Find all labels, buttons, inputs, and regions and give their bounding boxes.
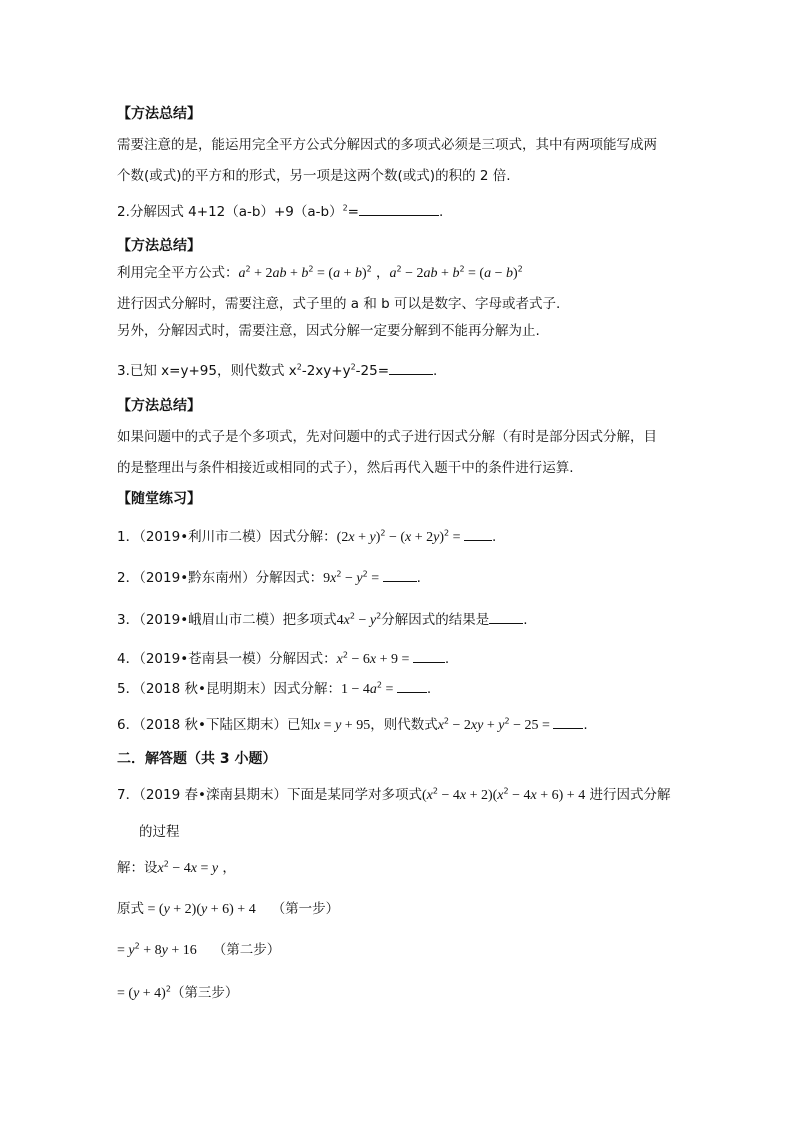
section-2-heading: 二．解答题（共 3 小题） xyxy=(117,751,277,767)
method-text-3-line2: 的是整理出与条件相接近或相同的式子），然后再代入题干中的条件进行运算. xyxy=(117,460,574,476)
method-heading-2: 【方法总结】 xyxy=(117,238,201,254)
question-2: 2.分解因式 $4+12(a-b)+9(a-b)^2=$ . xyxy=(117,201,443,222)
method-text-1-line1: 需要注意的是，能运用完全平方公式分解因式的多项式必须是三项式，其中有两项能写成两 xyxy=(117,137,657,153)
practice-heading: 【随堂练习】 xyxy=(117,491,201,507)
method-text-2-line1: 利用完全平方公式：$a^2 + 2ab + b^2 = (a + b)^2$ ，$a^2 - 2ab + b^2 = (a - b)^2$ xyxy=(117,264,523,281)
question-3: 3.已知 x=y+95，则代数式 $x^2-2xy+y^2-25=$ . xyxy=(117,360,437,381)
method-text-3-line1: 如果问题中的式子是个多项式，先对问题中的式子进行因式分解（有时是部分因式分解，目 xyxy=(117,429,657,445)
method-text-1-line2: 个数(或式)的平方和的形式，另一项是这两个数(或式)的积的 2 倍. xyxy=(117,168,511,184)
answer-blank[interactable] xyxy=(397,678,427,693)
practice-2: 2．（2019•黔东南州）分解因式：$9x^2 - y^2$ = . xyxy=(117,567,421,589)
solution-step-1: 原式 = (y + 2)(y + 6) + 4 （第一步） xyxy=(117,901,340,917)
practice-3: 3．（2019•峨眉山市二模）把多项式$4x^2 - y^2$分解因式的结果是 . xyxy=(117,609,528,631)
solution-lead: 解：设$x^2 - 4x = y$ ， xyxy=(117,859,236,876)
method-heading-1: 【方法总结】 xyxy=(117,106,201,122)
question-7: 7．（2019 春•滦南县期末）下面是某同学对多项式$(x^2 - 4x + 2)(x^2 - 4x + 6) + 4$ 进行因式分解 xyxy=(117,786,671,803)
solution-step-2: = $y^2 + 8y + 16$ （第二步） xyxy=(117,941,281,958)
answer-blank[interactable] xyxy=(383,567,417,582)
method-text-2-line2: 进行因式分解时，需要注意，式子里的 a 和 b 可以是数字、字母或者式子. xyxy=(117,296,561,312)
practice-6: 6．（2018 秋•下陆区期末）已知x = y + 95，则代数式$x^2 - 2xy + y^2 - 25$ = . xyxy=(117,714,588,736)
practice-5: 5．（2018 秋•昆明期末）因式分解：$1 - 4a^2$ = . xyxy=(117,678,431,700)
answer-blank[interactable] xyxy=(464,526,492,541)
question-7-line2: 的过程 xyxy=(139,824,180,840)
answer-blank[interactable] xyxy=(359,201,439,216)
method-text-2-line3: 另外，分解因式时，需要注意，因式分解一定要分解到不能再分解为止. xyxy=(117,323,540,339)
practice-4: 4．（2019•苍南县一模）分解因式：$x^2 - 6x + 9$ = . xyxy=(117,648,449,670)
answer-blank[interactable] xyxy=(413,648,445,663)
answer-blank[interactable] xyxy=(489,609,523,624)
answer-blank[interactable] xyxy=(389,360,433,375)
method-heading-3: 【方法总结】 xyxy=(117,398,201,414)
solution-step-3: = $(y + 4)^2$（第三步） xyxy=(117,984,239,1001)
practice-1: 1．（2019•利川市二模）因式分解：$(2x + y)^2 - (x + 2y)^2$ = . xyxy=(117,526,496,548)
answer-blank[interactable] xyxy=(553,714,583,729)
